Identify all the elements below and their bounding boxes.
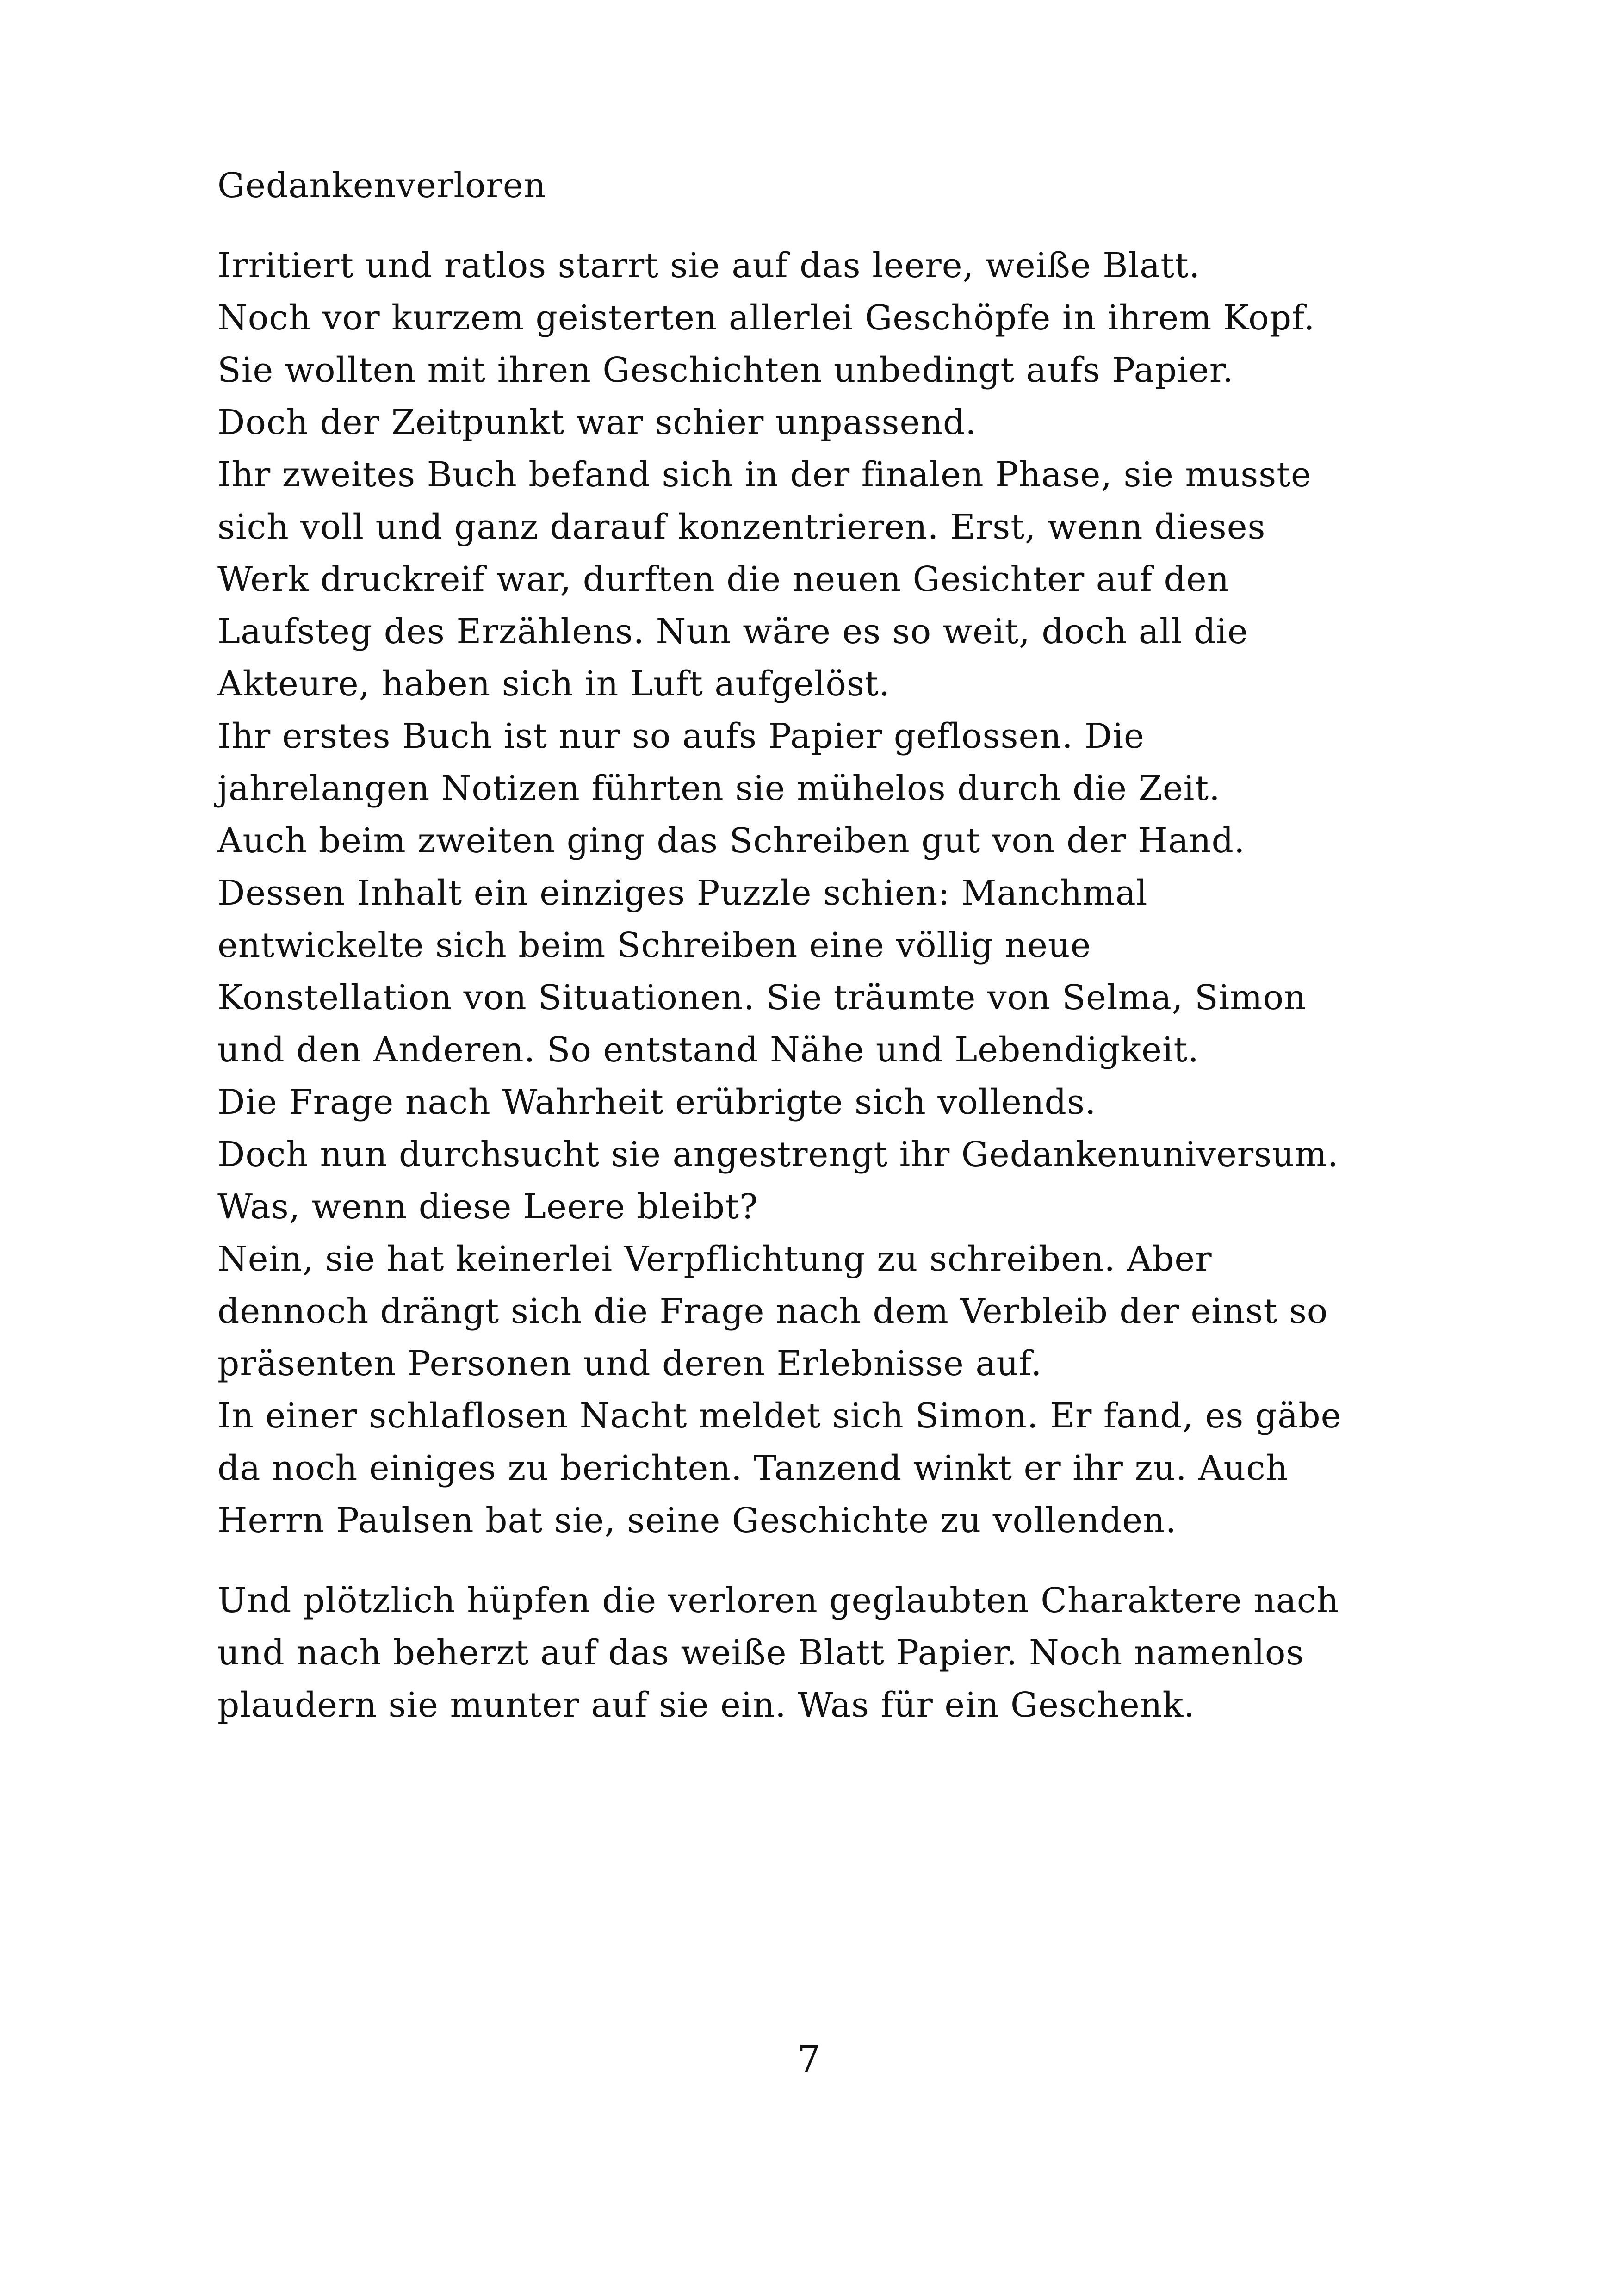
text-line: Dessen Inhalt ein einziges Puzzle schien: Manchmal	[217, 873, 1148, 913]
text-line: Herrn Paulsen bat sie, seine Geschichte zu vollenden.	[217, 1501, 1177, 1540]
page-number: 7	[797, 2037, 821, 2080]
text-line: und den Anderen. So entstand Nähe und Lebendigkeit.	[217, 1030, 1199, 1070]
story-title: Gedankenverloren	[217, 166, 546, 205]
text-block	[217, 160, 1467, 1731]
text-line: präsenten Personen und deren Erlebnisse auf.	[217, 1344, 1042, 1384]
paragraph-1	[217, 240, 1467, 1547]
text-line: Konstellation von Situationen. Sie träumte von Selma, Simon	[217, 978, 1307, 1018]
text-line: Noch vor kurzem geisterten allerlei Geschöpfe in ihrem Kopf.	[217, 298, 1315, 338]
text-line: Ihr zweites Buch befand sich in der finalen Phase, sie musste	[217, 455, 1312, 495]
text-line: plaudern sie munter auf sie ein. Was für ein Geschenk.	[217, 1685, 1195, 1725]
text-line: Sie wollten mit ihren Geschichten unbedingt aufs Papier.	[217, 350, 1234, 390]
text-line: Laufsteg des Erzählens. Nun wäre es so weit, doch all die	[217, 612, 1248, 652]
text-line: Nein, sie hat keinerlei Verpflichtung zu schreiben. Aber	[217, 1239, 1212, 1279]
text-line: und nach beherzt auf das weiße Blatt Papier. Noch namenlos	[217, 1633, 1304, 1673]
text-line: sich voll und ganz darauf konzentrieren. Erst, wenn dieses	[217, 507, 1266, 547]
paragraph-2	[217, 1575, 1467, 1731]
text-line: Ihr erstes Buch ist nur so aufs Papier geflossen. Die	[217, 716, 1145, 756]
text-line: Die Frage nach Wahrheit erübrigte sich vollends.	[217, 1082, 1097, 1122]
text-line: da noch einiges zu berichten. Tanzend winkt er ihr zu. Auch	[217, 1448, 1289, 1488]
text-line: entwickelte sich beim Schreiben eine völlig neue	[217, 925, 1091, 965]
text-line: Auch beim zweiten ging das Schreiben gut von der Hand.	[217, 821, 1246, 861]
text-line: dennoch drängt sich die Frage nach dem Verbleib der einst so	[217, 1291, 1328, 1331]
text-line: Und plötzlich hüpfen die verloren geglaubten Charaktere nach	[217, 1581, 1339, 1620]
text-line: Akteure, haben sich in Luft aufgelöst.	[217, 664, 891, 704]
text-line: Was, wenn diese Leere bleibt?	[217, 1187, 758, 1227]
text-line: Irritiert und ratlos starrt sie auf das leere, weiße Blatt.	[217, 246, 1201, 285]
text-line: jahrelangen Notizen führten sie mühelos durch die Zeit.	[217, 769, 1221, 808]
text-line: Doch der Zeitpunkt war schier unpassend.	[217, 403, 977, 442]
text-line: Werk druckreif war, durften die neuen Gesichter auf den	[217, 559, 1230, 599]
text-line: In einer schlaflosen Nacht meldet sich Simon. Er fand, es gäbe	[217, 1396, 1342, 1436]
text-line: Doch nun durchsucht sie angestrengt ihr Gedankenuniversum.	[217, 1135, 1339, 1174]
